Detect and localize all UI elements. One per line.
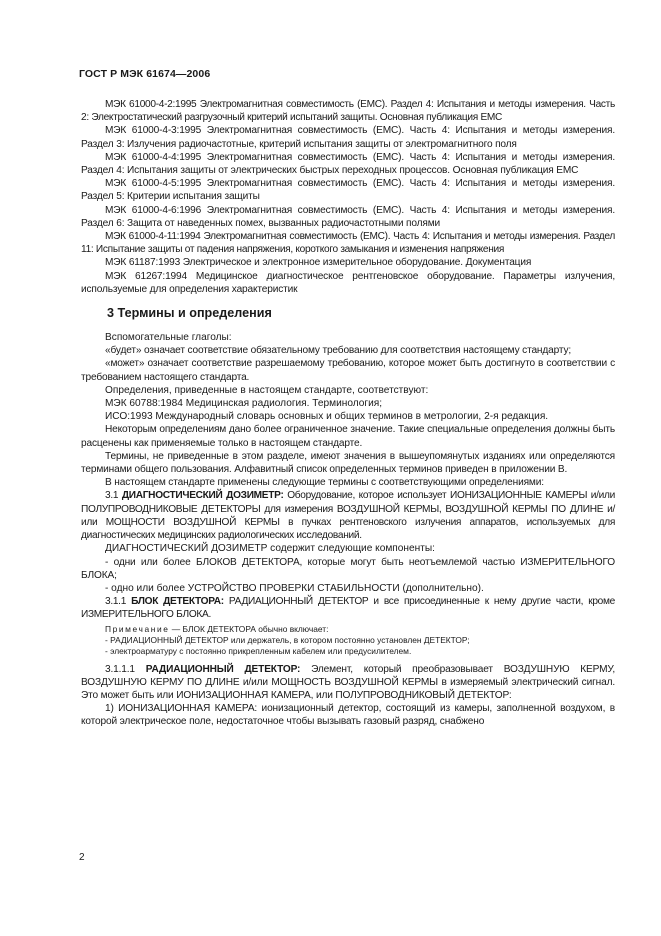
normative-references — [81, 98, 615, 296]
reference-item: МЭК 61000-4-3:1995 Электромагнитная совместимость (EMC). Часть 4: Испытания и методы измерения. Раздел 3: Излучения радиочастотные, критерий испытания защиты от электромагнитного поля — [81, 125, 615, 150]
note-heading — [81, 624, 615, 635]
paragraph: Термины, не приведенные в этом разделе, имеют значения в вышеупомянутых изданиях или определяются терминами общего пользования. Алфавитный список определенных терминов приведен в приложении В. — [81, 450, 615, 476]
term-definition-3-1-1-1 — [81, 663, 615, 703]
paragraph: ИСО:1993 Международный словарь основных и общих терминов в метрологии, 2-я редакция. — [105, 411, 549, 423]
term-text: Оборудование, которое использует ИОНИЗАЦИОННЫЕ КАМЕРЫ и/или ПОЛУПРОВОДНИКОВЫЕ ДЕТЕКТОРЫ для измерения ВОЗДУШНОЙ КЕРМЫ, ВОЗДУШНОЙ КЕРМЫ ПО ДЛИНЕ и/или МОЩНОСТИ ВОЗДУШНОЙ КЕРМЫ в пучках рентгеновского излучения аппаратов, используемых для диагностических медицинских радиологических исследований. — [81, 490, 615, 542]
document-header: ГОСТ Р МЭК 61674—2006 — [79, 68, 211, 80]
paragraph: В настоящем стандарте применены следующие термины с соответствующими определениями: — [105, 477, 544, 489]
paragraph: Вспомогательные глаголы: — [105, 332, 232, 344]
paragraph: ДИАГНОСТИЧЕСКИЙ ДОЗИМЕТР содержит следующие компоненты: — [105, 543, 435, 555]
note-block — [81, 624, 615, 657]
document-body — [81, 98, 615, 729]
term-number: 3.1 — [105, 490, 122, 502]
paragraph: МЭК 60788:1984 Медицинская радиология. Терминология; — [105, 398, 383, 410]
term-name: ДИАГНОСТИЧЕСКИЙ ДОЗИМЕТР: — [121, 490, 284, 502]
reference-item: МЭК 61187:1993 Электрическое и электронное измерительное оборудование. Документация — [105, 257, 532, 269]
reference-item: МЭК 61000-4-2:1995 Электромагнитная совместимость (EMC). Раздел 4: Испытания и методы измерения. Часть 2: Электростатический разгрузочный критерий испытаний защиты. Основная публикация EMC — [81, 99, 615, 124]
reference-item: МЭК 61000-4-5:1995 Электромагнитная совместимость (EMC). Часть 4: Испытания и методы измерения. Раздел 5: Критерии испытания защиты — [81, 178, 615, 203]
term-definition-3-1 — [81, 489, 615, 542]
paragraph: 1) ИОНИЗАЦИОННАЯ КАМЕРА: ионизационный детектор, состоящий из камеры, заполненной воздухом, в которой электрическое поле, недостаточное чтобы вызывать газовый разряд, снабжено — [81, 703, 615, 728]
reference-item: МЭК 61000-4-6:1996 Электромагнитная совместимость (EMC). Часть 4: Испытания и методы измерения. Раздел 6: Защита от наведенных помех, вызванных радиочастотными полями — [81, 204, 615, 229]
section-title: 3 Термины и определения — [107, 306, 272, 321]
list-item: - одно или более УСТРОЙСТВО ПРОВЕРКИ СТАБИЛЬНОСТИ (дополнительно). — [105, 582, 484, 594]
term-number: 3.1.1.1 — [105, 663, 146, 675]
note-text: — БЛОК ДЕТЕКТОРА обычно включает: — [169, 623, 329, 634]
paragraph: «будет» означает соответствие обязательному требованию для соответствия настоящему стандарту; — [105, 345, 572, 357]
term-name: БЛОК ДЕТЕКТОРА: — [131, 596, 224, 608]
term-text: РАДИАЦИОННЫЙ ДЕТЕКТОР и все присоединенные к нему другие части, кроме ИЗМЕРИТЕЛЬНОГО БЛОКА. — [81, 596, 615, 621]
paragraph: Определения, приведенные в настоящем стандарте, соответствуют: — [105, 384, 429, 396]
paragraph: «может» означает соответствие разрешаемому требованию, которое может быть достигнуто в соответствии с требованием настоящего стандарта. — [81, 358, 615, 383]
list-item: - одни или более БЛОКОВ ДЕТЕКТОРА, которые могут быть неотъемлемой частью ИЗМЕРИТЕЛЬНОГО БЛОКА; — [81, 556, 615, 581]
page-number: 2 — [79, 852, 85, 863]
reference-item: МЭК 61267:1994 Медицинское диагностическое рентгеновское оборудование. Параметры излучения, используемые для определения характеристик — [81, 270, 615, 295]
reference-item: МЭК 61000-4-4:1995 Электромагнитная совместимость (EMC). Часть 4: Испытания и методы измерения. Раздел 4: Испытания защиты от электрических быстрых переходных процессов. Основная публикация EMC — [81, 151, 615, 177]
term-text: Элемент, который преобразовывает ВОЗДУШНУЮ КЕРМУ, ВОЗДУШНУЮ КЕРМУ ПО ДЛИНЕ и/или МОЩНОСТЬ ВОЗДУШНОЙ КЕРМЫ в измеряемый электрический сигнал. Это может быть или ИОНИЗАЦИОННАЯ КАМЕРА, или ПОЛУПРОВОДНИКОВЫЙ ДЕТЕКТОР: — [81, 663, 615, 701]
term-name: РАДИАЦИОННЫЙ ДЕТЕКТОР: — [145, 663, 301, 675]
note-item: - электроарматуру с постоянно прикрепленным кабелем или предусилителем. — [105, 645, 412, 656]
term-number: 3.1.1 — [105, 596, 132, 608]
term-definition-3-1-1 — [81, 595, 615, 621]
note-item: - РАДИАЦИОННЫЙ ДЕТЕКТОР или держатель, в котором постоянно установлен ДЕТЕКТОР; — [105, 634, 470, 645]
paragraph: Некоторым определениям дано более ограниченное значение. Такие специальные определения должны быть расценены как применяемые только в настоящем стандарте. — [81, 424, 615, 449]
note-label: Примечание — [105, 623, 170, 634]
reference-item: МЭК 61000-4-11:1994 Электромагнитная совместимость (EMC). Часть 4: Испытания и методы измерения. Раздел 11: Испытание защиты от падения напряжения, короткого замыкания и изменения напряжения — [81, 231, 615, 256]
